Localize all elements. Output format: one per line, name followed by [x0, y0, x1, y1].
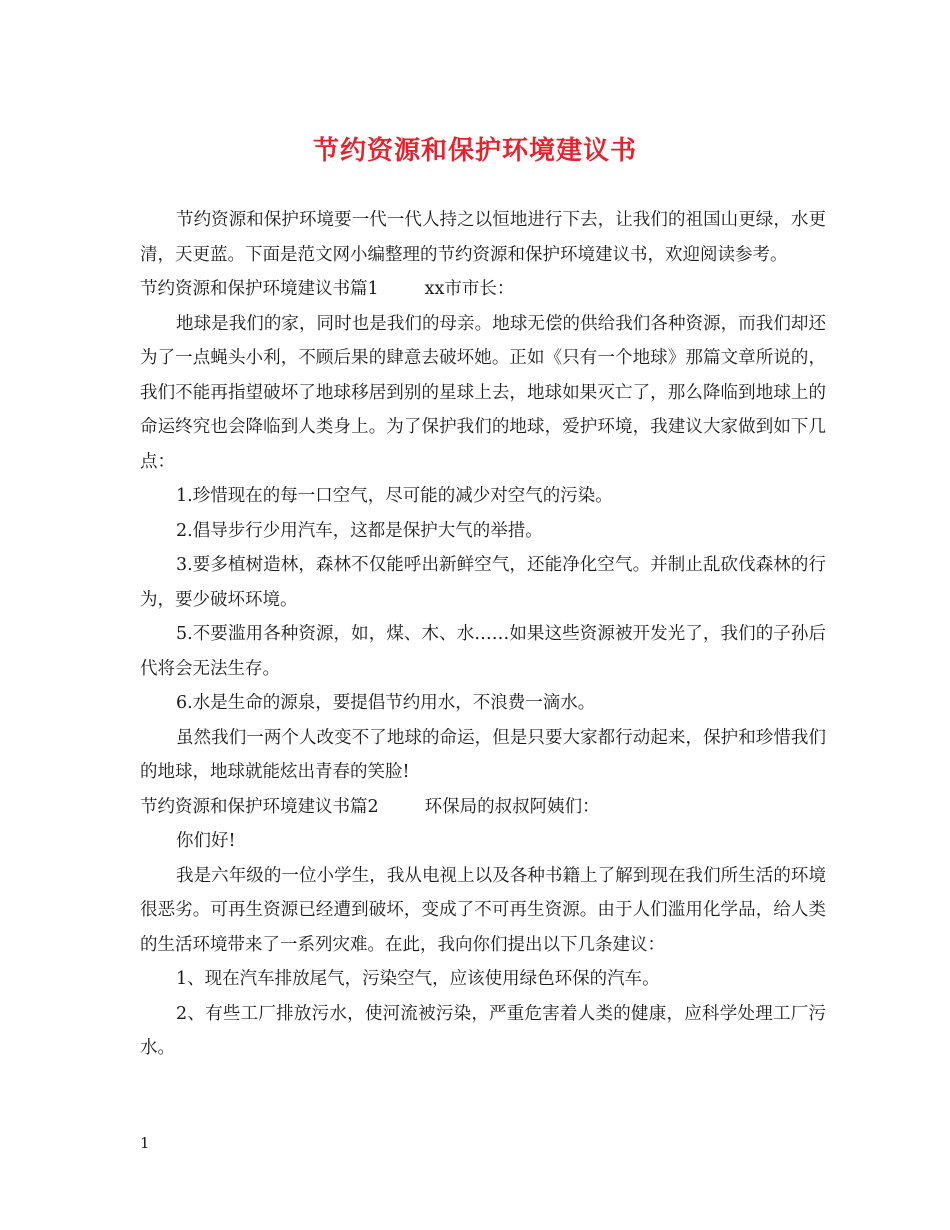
salutation: xx市市长： — [424, 279, 515, 299]
salutation: 环保局的叔叔阿姨们： — [424, 796, 600, 817]
body-paragraph: 1.珍惜现在的每一口空气，尽可能的减少对空气的污染。 — [176, 486, 613, 506]
body-paragraph: 6.水是生命的源泉，要提倡节约用水，不浪费一滴水。 — [176, 693, 596, 713]
section-heading — [140, 272, 826, 307]
page-number: 1 — [140, 1134, 150, 1152]
body-paragraph: 5.不要滥用各种资源，如，煤、木、水……如果这些资源被开发光了，我们的子孙后代将会无法生存。 — [140, 624, 826, 679]
body-paragraph: 你们好! — [176, 831, 236, 851]
document-body — [140, 203, 826, 1066]
section-heading — [140, 790, 826, 825]
section-title: 节约资源和保护环境建议书篇1 — [140, 279, 379, 299]
intro-paragraph: 节约资源和保护环境要一代一代人持之以恒地进行下去，让我们的祖国山更绿，水更清，天更蓝。下面是范文网小编整理的节约资源和保护环境建议书，欢迎阅读参考。 — [140, 210, 826, 265]
section-title: 节约资源和保护环境建议书篇2 — [140, 796, 379, 817]
body-paragraph: 虽然我们一两个人改变不了地球的命运，但是只要大家都行动起来，保护和珍惜我们的地球，地球就能炫出青春的笑脸! — [140, 727, 826, 782]
body-paragraph: 1、现在汽车排放尾气，污染空气，应该使用绿色环保的汽车。 — [176, 969, 660, 989]
body-paragraph: 地球是我们的家，同时也是我们的母亲。地球无偿的供给我们各种资源，而我们却还为了一点蝇头小利，不顾后果的肆意去破坏她。正如《只有一个地球》那篇文章所说的，我们不能再指望破坏了地球移居到别的星球上去，地球如果灭亡了，那么降临到地球上的命运终究也会降临到人类身上。为了保护我们的地球，爱护环境，我建议大家做到如下几点： — [140, 313, 826, 472]
body-paragraph: 我是六年级的一位小学生，我从电视上以及各种书籍上了解到现在我们所生活的环境很恶劣。可再生资源已经遭到破坏，变成了不可再生资源。由于人们滥用化学品，给人类的生活环境带来了一系列灾难。在此，我向你们提出以下几条建议： — [140, 865, 826, 955]
body-paragraph: 3.要多植树造林，森林不仅能呼出新鲜空气，还能净化空气。并制止乱砍伐森林的行为，要少破坏环境。 — [140, 555, 826, 610]
body-paragraph: 2、有些工厂排放污水，使河流被污染，严重危害着人类的健康，应科学处理工厂污水。 — [140, 1003, 826, 1058]
document-title: 节约资源和保护环境建议书 — [312, 136, 637, 166]
body-paragraph: 2.倡导步行少用汽车，这都是保护大气的举措。 — [176, 520, 543, 541]
